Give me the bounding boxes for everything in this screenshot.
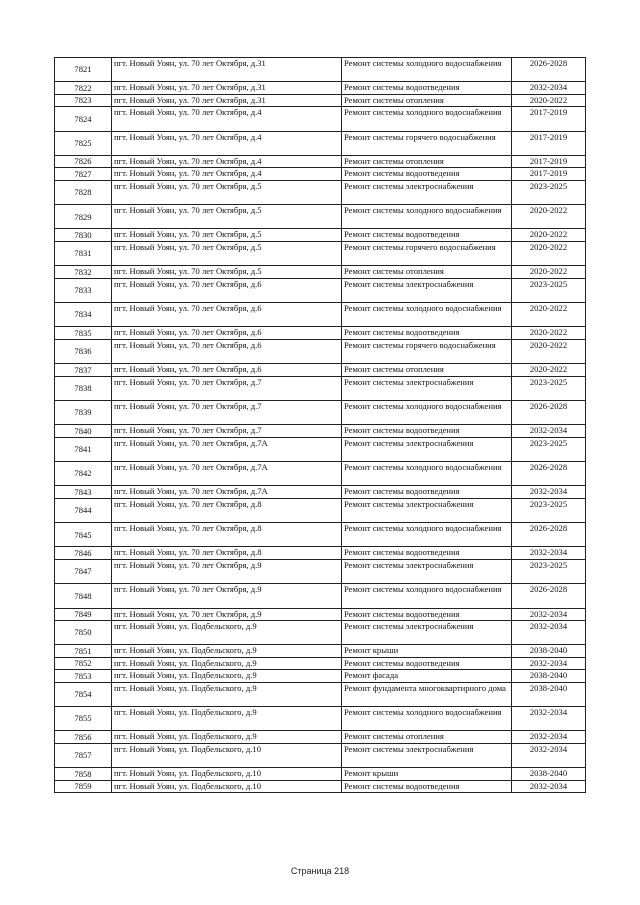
period-cell: 2038-2040	[512, 670, 586, 683]
work-type-cell: Ремонт системы водоотведения	[342, 608, 512, 621]
table-row	[55, 731, 586, 744]
address-cell: пгт. Новый Уоян, ул. 70 лет Октября, д.7	[112, 376, 342, 400]
table-row	[55, 523, 586, 547]
table-row	[55, 608, 586, 621]
period-cell: 2020-2022	[512, 339, 586, 363]
address-cell: пгт. Новый Уоян, ул. 70 лет Октября, д.8	[112, 498, 342, 522]
work-type-cell: Ремонт крыши	[342, 645, 512, 658]
work-type-cell: Ремонт системы холодного водоснабжения	[342, 400, 512, 424]
period-cell: 2032-2034	[512, 657, 586, 670]
period-cell: 2023-2025	[512, 437, 586, 461]
period-cell: 2026-2028	[512, 462, 586, 486]
table-row	[55, 498, 586, 522]
row-number-cell: 7847	[55, 559, 112, 583]
table-row	[55, 94, 586, 107]
period-cell: 2038-2040	[512, 645, 586, 658]
address-cell: пгт. Новый Уоян, ул. Подбельского, д.9	[112, 670, 342, 683]
table-row	[55, 768, 586, 781]
work-type-cell: Ремонт системы электроснабжения	[342, 278, 512, 302]
table-row	[55, 229, 586, 242]
address-cell: пгт. Новый Уоян, ул. 70 лет Октября, д.6	[112, 364, 342, 377]
table-row	[55, 743, 586, 767]
address-cell: пгт. Новый Уоян, ул. Подбельского, д.9	[112, 682, 342, 706]
table-row	[55, 168, 586, 181]
row-number-cell: 7859	[55, 780, 112, 793]
work-type-cell: Ремонт системы водоотведения	[342, 168, 512, 181]
work-type-cell: Ремонт системы электроснабжения	[342, 498, 512, 522]
address-cell: пгт. Новый Уоян, ул. Подбельского, д.9	[112, 707, 342, 731]
period-cell: 2023-2025	[512, 278, 586, 302]
row-number-cell: 7835	[55, 327, 112, 340]
work-type-cell: Ремонт системы горячего водоснабжения	[342, 131, 512, 155]
row-number-cell: 7843	[55, 486, 112, 499]
period-cell: 2017-2019	[512, 168, 586, 181]
period-cell: 2020-2022	[512, 266, 586, 279]
row-number-cell: 7850	[55, 621, 112, 645]
work-type-cell: Ремонт системы водоотведения	[342, 657, 512, 670]
row-number-cell: 7842	[55, 462, 112, 486]
table-row	[55, 327, 586, 340]
address-cell: пгт. Новый Уоян, ул. Подбельского, д.9	[112, 621, 342, 645]
row-number-cell: 7839	[55, 400, 112, 424]
work-type-cell: Ремонт системы электроснабжения	[342, 621, 512, 645]
work-type-cell: Ремонт системы электроснабжения	[342, 743, 512, 767]
address-cell: пгт. Новый Уоян, ул. 70 лет Октября, д.4	[112, 107, 342, 131]
period-cell: 2032-2034	[512, 82, 586, 95]
row-number-cell: 7829	[55, 205, 112, 229]
row-number-cell: 7856	[55, 731, 112, 744]
period-cell: 2032-2034	[512, 608, 586, 621]
row-number-cell: 7824	[55, 107, 112, 131]
address-cell: пгт. Новый Уоян, ул. Подбельского, д.10	[112, 743, 342, 767]
work-type-cell: Ремонт системы холодного водоснабжения	[342, 303, 512, 327]
address-cell: пгт. Новый Уоян, ул. 70 лет Октября, д.7	[112, 400, 342, 424]
work-type-cell: Ремонт системы водоотведения	[342, 425, 512, 438]
period-cell: 2017-2019	[512, 107, 586, 131]
address-cell: пгт. Новый Уоян, ул. 70 лет Октября, д.9	[112, 584, 342, 608]
work-type-cell: Ремонт системы электроснабжения	[342, 180, 512, 204]
table-body	[55, 58, 586, 793]
table-row	[55, 400, 586, 424]
address-cell: пгт. Новый Уоян, ул. 70 лет Октября, д.8	[112, 547, 342, 560]
address-cell: пгт. Новый Уоян, ул. 70 лет Октября, д.7А	[112, 486, 342, 499]
table-row	[55, 339, 586, 363]
table-row	[55, 364, 586, 377]
row-number-cell: 7841	[55, 437, 112, 461]
row-number-cell: 7836	[55, 339, 112, 363]
period-cell: 2032-2034	[512, 547, 586, 560]
period-cell: 2032-2034	[512, 731, 586, 744]
row-number-cell: 7825	[55, 131, 112, 155]
table-row	[55, 205, 586, 229]
table-row	[55, 131, 586, 155]
address-cell: пгт. Новый Уоян, ул. 70 лет Октября, д.6	[112, 303, 342, 327]
work-type-cell: Ремонт системы водоотведения	[342, 547, 512, 560]
address-cell: пгт. Новый Уоян, ул. 70 лет Октября, д.4	[112, 168, 342, 181]
table-row	[55, 376, 586, 400]
row-number-cell: 7857	[55, 743, 112, 767]
work-type-cell: Ремонт системы холодного водоснабжения	[342, 707, 512, 731]
table-row	[55, 155, 586, 168]
table-row	[55, 82, 586, 95]
period-cell: 2032-2034	[512, 743, 586, 767]
row-number-cell: 7852	[55, 657, 112, 670]
table-row	[55, 657, 586, 670]
period-cell: 2017-2019	[512, 131, 586, 155]
work-type-cell: Ремонт системы электроснабжения	[342, 559, 512, 583]
period-cell: 2023-2025	[512, 376, 586, 400]
row-number-cell: 7851	[55, 645, 112, 658]
work-type-cell: Ремонт системы холодного водоснабжения	[342, 584, 512, 608]
row-number-cell: 7844	[55, 498, 112, 522]
table-row	[55, 645, 586, 658]
work-type-cell: Ремонт системы водоотведения	[342, 486, 512, 499]
work-type-cell: Ремонт системы холодного водоснабжения	[342, 107, 512, 131]
work-type-cell: Ремонт системы отопления	[342, 364, 512, 377]
row-number-cell: 7838	[55, 376, 112, 400]
address-cell: пгт. Новый Уоян, ул. 70 лет Октября, д.9	[112, 559, 342, 583]
work-type-cell: Ремонт крыши	[342, 768, 512, 781]
address-cell: пгт. Новый Уоян, ул. 70 лет Октября, д.4	[112, 155, 342, 168]
work-type-cell: Ремонт системы холодного водоснабжения	[342, 462, 512, 486]
work-type-cell: Ремонт системы водоотведения	[342, 327, 512, 340]
table-row	[55, 682, 586, 706]
work-type-cell: Ремонт системы электроснабжения	[342, 376, 512, 400]
period-cell: 2026-2028	[512, 523, 586, 547]
period-cell: 2026-2028	[512, 58, 586, 82]
address-cell: пгт. Новый Уоян, ул. Подбельского, д.9	[112, 645, 342, 658]
row-number-cell: 7834	[55, 303, 112, 327]
table-row	[55, 584, 586, 608]
work-type-cell: Ремонт системы горячего водоснабжения	[342, 241, 512, 265]
row-number-cell: 7831	[55, 241, 112, 265]
row-number-cell: 7845	[55, 523, 112, 547]
period-cell: 2020-2022	[512, 94, 586, 107]
row-number-cell: 7832	[55, 266, 112, 279]
table-row	[55, 425, 586, 438]
row-number-cell: 7848	[55, 584, 112, 608]
work-type-cell: Ремонт системы отопления	[342, 266, 512, 279]
row-number-cell: 7849	[55, 608, 112, 621]
address-cell: пгт. Новый Уоян, ул. Подбельского, д.10	[112, 780, 342, 793]
table-row	[55, 780, 586, 793]
address-cell: пгт. Новый Уоян, ул. 70 лет Октября, д.31	[112, 58, 342, 82]
row-number-cell: 7837	[55, 364, 112, 377]
work-type-cell: Ремонт системы холодного водоснабжения	[342, 523, 512, 547]
period-cell: 2020-2022	[512, 303, 586, 327]
address-cell: пгт. Новый Уоян, ул. 70 лет Октября, д.7А	[112, 462, 342, 486]
row-number-cell: 7830	[55, 229, 112, 242]
table-row	[55, 707, 586, 731]
work-type-cell: Ремонт системы водоотведения	[342, 82, 512, 95]
period-cell: 2017-2019	[512, 155, 586, 168]
period-cell: 2023-2025	[512, 180, 586, 204]
work-type-cell: Ремонт системы водоотведения	[342, 780, 512, 793]
table-row	[55, 278, 586, 302]
work-type-cell: Ремонт системы холодного водоснабжения	[342, 205, 512, 229]
address-cell: пгт. Новый Уоян, ул. Подбельского, д.10	[112, 768, 342, 781]
table-row	[55, 670, 586, 683]
row-number-cell: 7827	[55, 168, 112, 181]
address-cell: пгт. Новый Уоян, ул. 70 лет Октября, д.7	[112, 425, 342, 438]
repair-schedule-table	[54, 57, 586, 793]
table-row	[55, 547, 586, 560]
table-row	[55, 180, 586, 204]
table-row	[55, 621, 586, 645]
period-cell: 2038-2040	[512, 682, 586, 706]
work-type-cell: Ремонт системы отопления	[342, 94, 512, 107]
work-type-cell: Ремонт системы водоотведения	[342, 229, 512, 242]
work-type-cell: Ремонт фасада	[342, 670, 512, 683]
row-number-cell: 7826	[55, 155, 112, 168]
table-row	[55, 266, 586, 279]
address-cell: пгт. Новый Уоян, ул. 70 лет Октября, д.5	[112, 205, 342, 229]
work-type-cell: Ремонт системы отопления	[342, 155, 512, 168]
address-cell: пгт. Новый Уоян, ул. 70 лет Октября, д.4	[112, 131, 342, 155]
row-number-cell: 7853	[55, 670, 112, 683]
address-cell: пгт. Новый Уоян, ул. 70 лет Октября, д.6	[112, 278, 342, 302]
address-cell: пгт. Новый Уоян, ул. 70 лет Октября, д.31	[112, 94, 342, 107]
row-number-cell: 7840	[55, 425, 112, 438]
address-cell: пгт. Новый Уоян, ул. 70 лет Октября, д.7А	[112, 437, 342, 461]
table-row	[55, 559, 586, 583]
table-row	[55, 241, 586, 265]
period-cell: 2020-2022	[512, 241, 586, 265]
period-cell: 2026-2028	[512, 400, 586, 424]
period-cell: 2020-2022	[512, 327, 586, 340]
work-type-cell: Ремонт системы электроснабжения	[342, 437, 512, 461]
table-row	[55, 462, 586, 486]
period-cell: 2026-2028	[512, 584, 586, 608]
address-cell: пгт. Новый Уоян, ул. 70 лет Октября, д.31	[112, 82, 342, 95]
period-cell: 2032-2034	[512, 486, 586, 499]
table-row	[55, 107, 586, 131]
period-cell: 2020-2022	[512, 364, 586, 377]
row-number-cell: 7846	[55, 547, 112, 560]
table-row	[55, 303, 586, 327]
period-cell: 2032-2034	[512, 621, 586, 645]
period-cell: 2032-2034	[512, 780, 586, 793]
address-cell: пгт. Новый Уоян, ул. 70 лет Октября, д.5	[112, 229, 342, 242]
work-type-cell: Ремонт системы холодного водоснабжения	[342, 58, 512, 82]
period-cell: 2020-2022	[512, 229, 586, 242]
address-cell: пгт. Новый Уоян, ул. 70 лет Октября, д.5	[112, 241, 342, 265]
period-cell: 2023-2025	[512, 559, 586, 583]
row-number-cell: 7855	[55, 707, 112, 731]
row-number-cell: 7828	[55, 180, 112, 204]
row-number-cell: 7854	[55, 682, 112, 706]
table-row	[55, 437, 586, 461]
row-number-cell: 7823	[55, 94, 112, 107]
table-row	[55, 58, 586, 82]
period-cell: 2023-2025	[512, 498, 586, 522]
page-number: Страница 218	[290, 866, 350, 876]
address-cell: пгт. Новый Уоян, ул. 70 лет Октября, д.8	[112, 523, 342, 547]
address-cell: пгт. Новый Уоян, ул. 70 лет Октября, д.5	[112, 266, 342, 279]
address-cell: пгт. Новый Уоян, ул. Подбельского, д.9	[112, 657, 342, 670]
work-type-cell: Ремонт системы горячего водоснабжения	[342, 339, 512, 363]
period-cell: 2020-2022	[512, 205, 586, 229]
address-cell: пгт. Новый Уоян, ул. 70 лет Октября, д.9	[112, 608, 342, 621]
row-number-cell: 7822	[55, 82, 112, 95]
address-cell: пгт. Новый Уоян, ул. 70 лет Октября, д.6	[112, 327, 342, 340]
period-cell: 2032-2034	[512, 425, 586, 438]
row-number-cell: 7821	[55, 58, 112, 82]
period-cell: 2032-2034	[512, 707, 586, 731]
address-cell: пгт. Новый Уоян, ул. 70 лет Октября, д.6	[112, 339, 342, 363]
address-cell: пгт. Новый Уоян, ул. Подбельского, д.9	[112, 731, 342, 744]
work-type-cell: Ремонт системы отопления	[342, 731, 512, 744]
table-row	[55, 486, 586, 499]
address-cell: пгт. Новый Уоян, ул. 70 лет Октября, д.5	[112, 180, 342, 204]
work-type-cell: Ремонт фундамента многоквартирного дома	[342, 682, 512, 706]
row-number-cell: 7858	[55, 768, 112, 781]
period-cell: 2038-2040	[512, 768, 586, 781]
row-number-cell: 7833	[55, 278, 112, 302]
